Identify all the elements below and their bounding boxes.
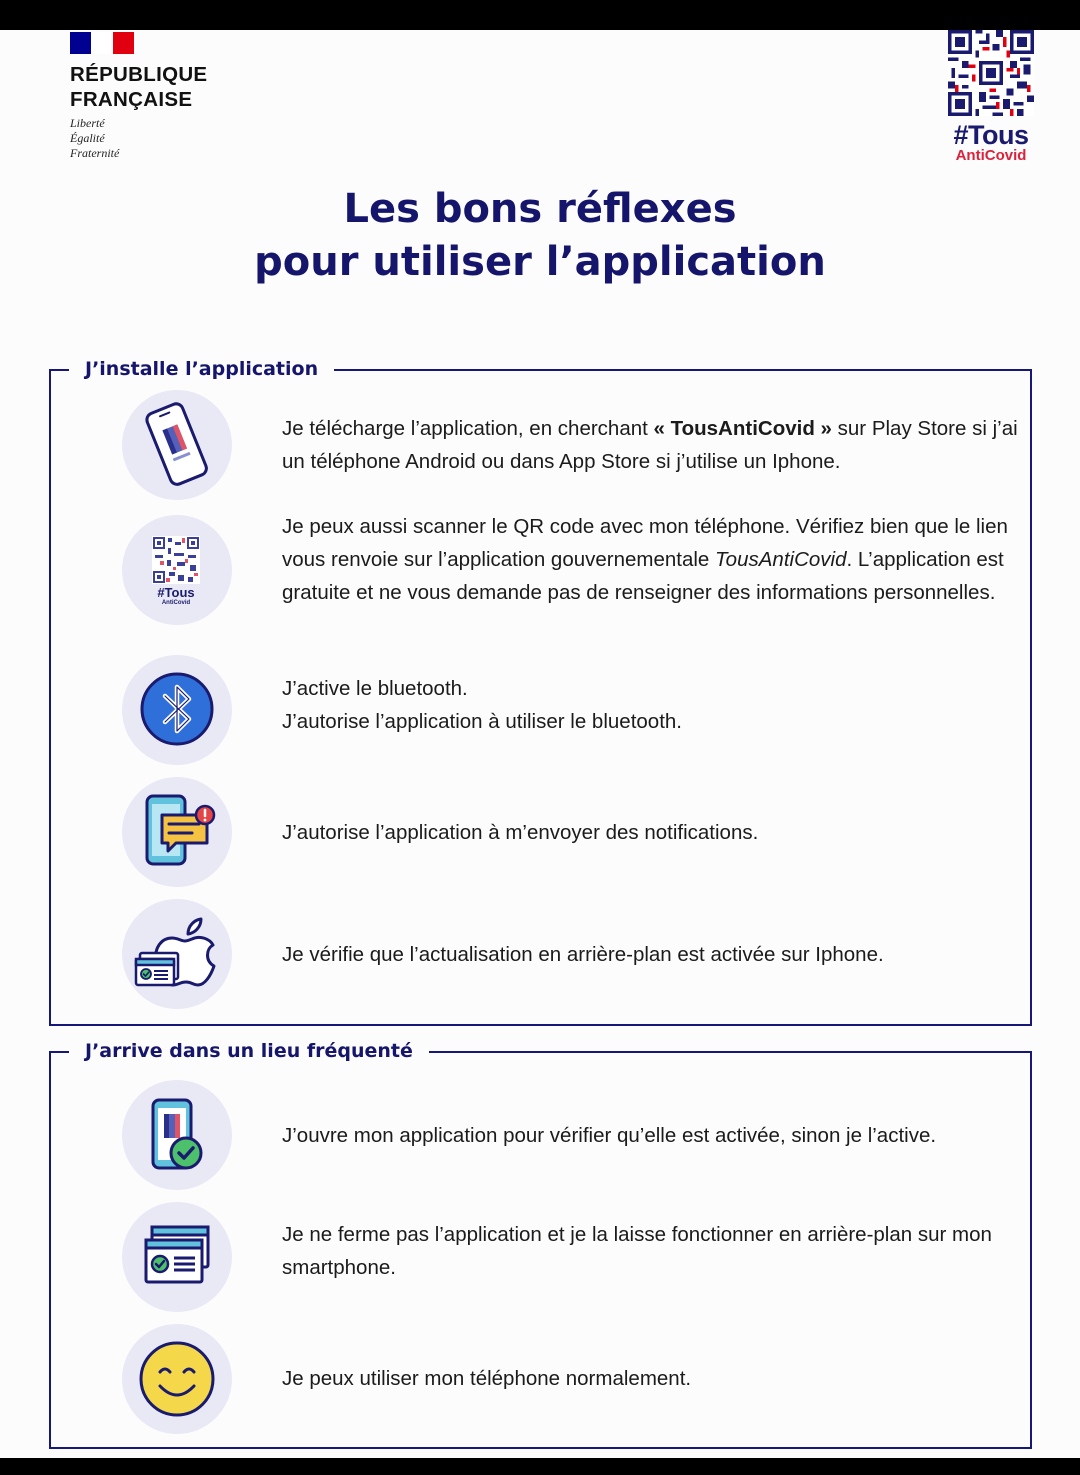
phone-app-icon — [122, 390, 232, 500]
rf-motto — [70, 116, 270, 161]
venue-item-keep-running-text: Je ne ferme pas l’application et je la laisse fonctionner en arrière-plan sur mon smartphone. — [282, 1223, 992, 1279]
motto-liberte: Liberté — [70, 116, 105, 130]
qr-icon-tag: #Tous — [157, 585, 195, 600]
qr-code-icon — [122, 515, 232, 625]
section-install-legend: J’installe l’application — [69, 354, 334, 384]
venue-item-open-app-text: J’ouvre mon application pour vérifier qu’elle est activée, sinon je l’active. — [282, 1124, 937, 1147]
bluetooth-line1: J’active le bluetooth. — [282, 677, 468, 700]
poster-page — [0, 30, 1080, 1458]
rf-name-line2: FRANÇAISE — [70, 88, 193, 111]
section-install — [49, 358, 1032, 1026]
install-item-download-text — [282, 412, 1022, 478]
install-item-background-refresh-text: Je vérifie que l’actualisation en arrière-plan est activée sur Iphone. — [282, 943, 884, 966]
tousanticovid-qr-block — [947, 30, 1035, 164]
rf-name — [70, 62, 270, 112]
bluetooth-icon — [122, 655, 232, 765]
page-title-line1: Les bons réflexes — [343, 186, 737, 232]
text-part: . L’application est gratuite et ne vous demande pas de renseigner des informations personnelles. — [282, 548, 1004, 604]
venue-item-use-normally-text: Je peux utiliser mon téléphone normalement. — [282, 1367, 692, 1390]
tousanticovid-subtitle: AntiCovid — [955, 147, 1027, 164]
qr-icon-tag-sub: AntiCovid — [161, 600, 191, 606]
section-venue-legend: J’arrive dans un lieu fréquenté — [69, 1036, 429, 1066]
text-part: Je peux aussi scanner le QR code avec mon téléphone. Vérifiez bien que le lien vous renvoie sur l’application gouvernementale — [282, 515, 1008, 571]
windows-check-icon — [122, 1202, 232, 1312]
app-name-bold: « TousAntiCovid » — [653, 417, 832, 440]
app-name-italic: TousAntiCovid — [715, 548, 847, 571]
apple-background-icon — [122, 899, 232, 1009]
install-item-notifications-text: J’autorise l’application à m’envoyer des notifications. — [282, 821, 759, 844]
bluetooth-line2: J’autorise l’application à utiliser le bluetooth. — [282, 710, 682, 733]
motto-fraternite: Fraternité — [70, 146, 120, 160]
tousanticovid-hashtag: #Tous — [953, 120, 1029, 150]
section-venue — [49, 1040, 1032, 1449]
phone-check-icon — [122, 1080, 232, 1190]
notification-phone-icon — [122, 777, 232, 887]
rf-name-line1: RÉPUBLIQUE — [70, 63, 208, 86]
republique-francaise-logo — [70, 32, 270, 161]
french-flag-icon — [70, 32, 134, 54]
smiley-icon — [122, 1324, 232, 1434]
install-item-bluetooth-text — [282, 672, 1022, 738]
qr-code-icon — [948, 30, 1034, 116]
install-item-qr-text — [282, 510, 1022, 609]
page-title-line2: pour utiliser l’application — [254, 239, 826, 285]
text-part: sur Play Store si j’ai un téléphone Android ou dans App Store si j’utilise un Iphone. — [282, 417, 1018, 473]
motto-egalite: Égalité — [70, 131, 105, 145]
page-title — [0, 183, 1080, 289]
text-part: Je télécharge l’application, en cherchant — [282, 417, 654, 440]
